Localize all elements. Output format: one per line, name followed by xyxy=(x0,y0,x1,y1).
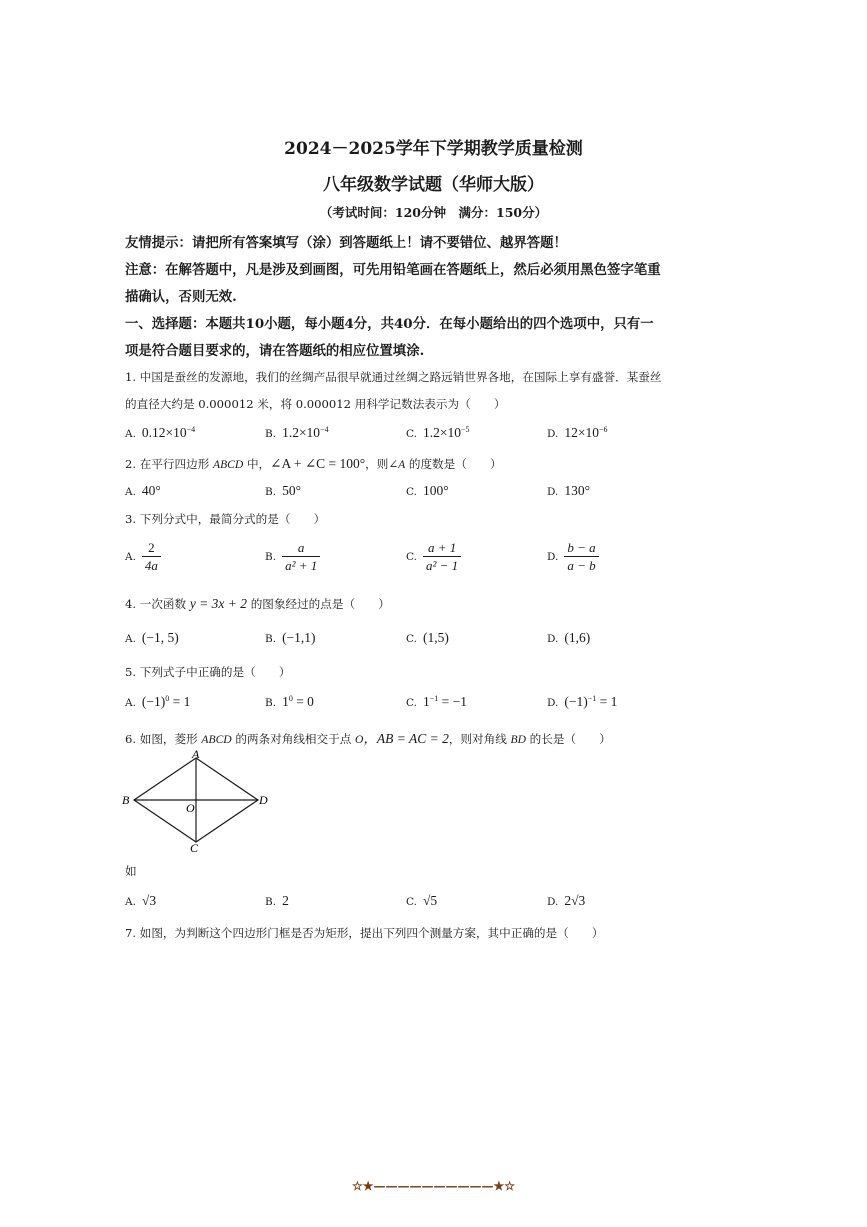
q5-option-c: C. $1^{-1} = -1$ xyxy=(406,694,467,709)
q1-option-c: C. $1.2\times 10^{-5}$ xyxy=(406,425,470,440)
exam-subtitle: 八年级数学试题（华师大版） xyxy=(323,175,544,195)
q4-option-a: A. (−1, 5) xyxy=(125,630,179,645)
note-line-1: 注意：在解答题中，凡是涉及到画图，可先用铅笔画在答题纸上，然后必须用黑色签字笔重 xyxy=(125,262,661,278)
q2-stem: 2. 在平行四边形 ABCD 中，∠A + ∠C = 100°，则∠A 的度数是（ ） xyxy=(125,456,502,471)
q6-option-a: A. √3 xyxy=(125,893,157,908)
vertex-label-b: B xyxy=(122,793,130,807)
q4-option-c: C. (1,5) xyxy=(406,630,449,645)
q1-stem-line-1: 1. 中国是蚕丝的发源地，我们的丝绸产品很早就通过丝绸之路远销世界各地，在国际上享有盛誉．某蚕丝 xyxy=(125,370,662,384)
vertex-label-a: A xyxy=(192,748,200,761)
q5-option-d: D. $(-1)^{-1} = 1$ xyxy=(547,694,618,709)
q3-stem: 3. 下列分式中，最简分式的是（ ） xyxy=(125,512,326,526)
q7-stem: 7. 如图，为判断这个四边形门框是否为矩形，提出下列四个测量方案，其中正确的是（ ） xyxy=(125,926,604,940)
vertex-label-c: C xyxy=(190,841,199,855)
q5-option-b: B. $1^0 = 0$ xyxy=(265,694,314,709)
fraction: $\frac{a}{\text{a² + 1}}$ xyxy=(282,539,320,574)
section1-line-1: 一、选择题：本题共10小题，每小题4分，共40分．在每小题给出的四个选项中，只有一 xyxy=(125,316,654,332)
q2-option-c: C. 100° xyxy=(406,483,449,498)
exam-info: （考试时间：120分钟 满分：150分） xyxy=(319,205,548,220)
fraction: $\frac{b - a}{a - b}$ xyxy=(564,539,598,574)
q6-figure-caption: 如 xyxy=(125,864,137,878)
q3-option-c: C. $\frac{a + 1}{\text{a² − 1}}$ xyxy=(406,539,461,574)
q1-option-d: D. $12\times 10^{-6}$ xyxy=(547,425,608,440)
q6-option-d: D. 2√3 xyxy=(547,893,586,908)
q6-stem: 6. 如图，菱形 ABCD 的两条对角线相交于点 O，AB = AC = 2，则对角线 BD 的长是（ ） xyxy=(125,731,611,746)
q2-option-b: B. 50° xyxy=(265,483,301,498)
q4-stem: 4. 一次函数 y = 3x + 2 的图象经过的点是（ ） xyxy=(125,596,390,611)
q3-option-d: D. $\frac{b - a}{a - b}$ xyxy=(547,539,599,574)
q4-option-d: D. (1,6) xyxy=(547,630,591,645)
q4-option-b: B. (−1,1) xyxy=(265,630,316,645)
q3-option-a: A. $\frac{2}{4a}$ xyxy=(125,539,161,574)
q2-option-d: D. 130° xyxy=(547,483,591,498)
exam-title: 2024－2025学年下学期教学质量检测 xyxy=(284,139,583,159)
q2-option-a: A. 40° xyxy=(125,483,161,498)
q3-option-b: B. $\frac{a}{\text{a² + 1}}$ xyxy=(265,539,320,574)
q5-stem: 5. 下列式子中正确的是（ ） xyxy=(125,665,291,679)
q1-option-b: B. $1.2\times 10^{-4}$ xyxy=(265,425,329,440)
rhombus-figure xyxy=(118,748,278,858)
q6-option-c: C. √5 xyxy=(406,893,438,908)
q6-option-b: B. 2 xyxy=(265,893,289,908)
q5-option-a: A. $(-1)^0 = 1$ xyxy=(125,694,191,709)
center-label-o: O xyxy=(186,801,195,815)
section1-line-2: 项是符合题目要求的，请在答题纸的相应位置填涂. xyxy=(125,343,425,359)
q1-option-a: A. $0.12\times 10^{-4}$ xyxy=(125,425,196,440)
fraction: $\frac{a + 1}{\text{a² − 1}}$ xyxy=(423,539,461,574)
vertex-label-d: D xyxy=(259,793,268,807)
fraction: $\frac{2}{4a}$ xyxy=(142,539,161,574)
tip-notice: 友情提示：请把所有答案填写（涂）到答题纸上！请不要错位、越界答题！ xyxy=(125,235,567,251)
q1-stem-line-2: 的直径大约是 0.000012 米，将 0.000012 用科学记数法表示为（ ） xyxy=(125,397,506,411)
page-footer-ornament: ☆★——————————★☆ xyxy=(351,1179,516,1193)
note-line-2: 描确认，否则无效. xyxy=(125,289,237,305)
